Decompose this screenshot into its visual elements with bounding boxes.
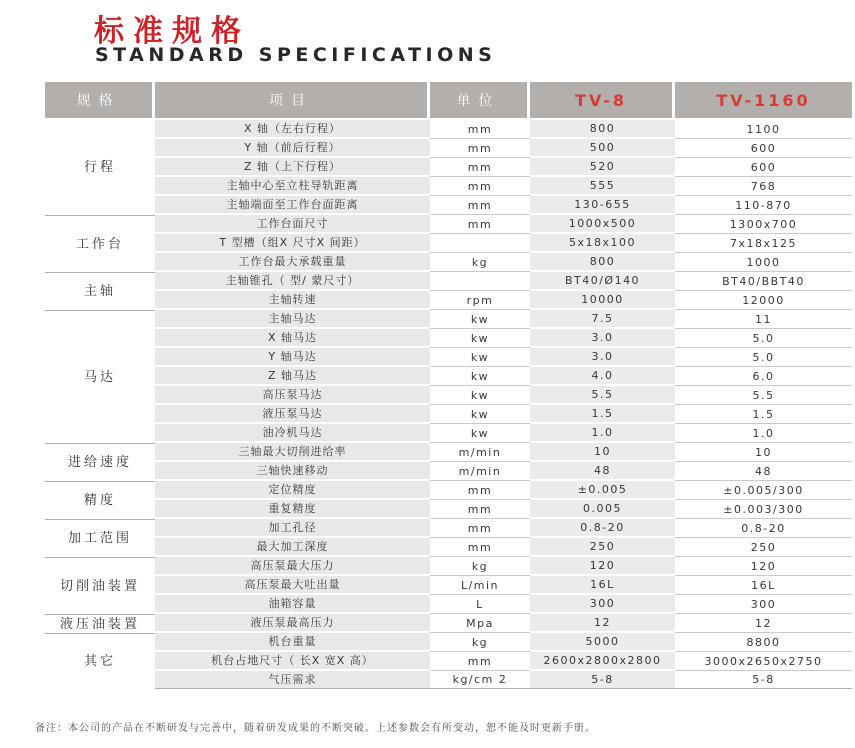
table-header [45, 82, 852, 120]
cell-unit: L [430, 595, 530, 614]
table-row [45, 614, 852, 633]
footer-note: 备注：本公司的产品在不断研发与完善中，随着研发成果的不断突破。上述参数会有所变动，恕不能及时更新手册。 [35, 723, 596, 734]
cell-tv8-value: 3.0 [530, 329, 675, 348]
cell-item: Z 轴马达 [155, 367, 430, 386]
table-row [45, 367, 852, 386]
spec-group-label: 液压油装置 [45, 614, 155, 633]
cell-tv8-value: 555 [530, 177, 675, 196]
table-row [45, 538, 852, 557]
cell-unit: kw [430, 386, 530, 405]
cell-tv8-value: BT40/Ø140 [530, 272, 675, 291]
table-row [45, 557, 852, 576]
cell-unit: kg [430, 633, 530, 652]
cell-item: 加工孔径 [155, 519, 430, 538]
cell-tv8-value: 500 [530, 139, 675, 158]
table-row [45, 576, 852, 595]
header-unit: 单位 [430, 82, 530, 120]
cell-unit: L/min [430, 576, 530, 595]
cell-unit: kg [430, 557, 530, 576]
spec-group-label: 主轴 [45, 272, 155, 310]
cell-unit: mm [430, 519, 530, 538]
cell-tv8-value: 12 [530, 614, 675, 633]
cell-item: 工作台最大承载重量 [155, 253, 430, 272]
cell-tv1160-value: 1000 [675, 253, 852, 272]
cell-item: 主轴中心至立柱导轨距离 [155, 177, 430, 196]
cell-item: 高压泵马达 [155, 386, 430, 405]
cell-tv1160-value: 1300x700 [675, 215, 852, 234]
table-row [45, 215, 852, 234]
table-row [45, 386, 852, 405]
spec-group-label: 精度 [45, 481, 155, 519]
cell-tv1160-value: 1.5 [675, 405, 852, 424]
cell-tv1160-value: 11 [675, 310, 852, 329]
cell-item: 三轴最大切削进给率 [155, 443, 430, 462]
page-title-english: STANDARD SPECIFICATIONS [95, 44, 497, 66]
table-row [45, 158, 852, 177]
table-row [45, 671, 852, 689]
cell-unit: kg/cm 2 [430, 671, 530, 689]
cell-tv1160-value: 1.0 [675, 424, 852, 443]
cell-tv8-value: 5.5 [530, 386, 675, 405]
cell-tv1160-value: 12000 [675, 291, 852, 310]
cell-item: Y 轴（前后行程） [155, 139, 430, 158]
table-row [45, 291, 852, 310]
table-row [45, 462, 852, 481]
cell-unit [430, 234, 530, 253]
cell-tv8-value: 4.0 [530, 367, 675, 386]
cell-item: 主轴转速 [155, 291, 430, 310]
cell-item: 油箱容量 [155, 595, 430, 614]
cell-unit [430, 272, 530, 291]
cell-tv1160-value: 110-870 [675, 196, 852, 215]
cell-tv1160-value: 120 [675, 557, 852, 576]
header-model-tv1160: TV-1160 [675, 82, 852, 120]
table-row [45, 405, 852, 424]
table-row [45, 139, 852, 158]
header-spec-group: 规格 [45, 82, 155, 120]
cell-tv1160-value: 16L [675, 576, 852, 595]
cell-tv8-value: 800 [530, 120, 675, 139]
cell-tv1160-value: BT40/BBT40 [675, 272, 852, 291]
cell-item: X 轴（左右行程） [155, 120, 430, 139]
cell-unit: mm [430, 158, 530, 177]
cell-item: 主轴锥孔（ 型/ 蒙尺寸） [155, 272, 430, 291]
cell-tv8-value: 10000 [530, 291, 675, 310]
table-row [45, 272, 852, 291]
cell-tv8-value: 1.5 [530, 405, 675, 424]
cell-tv8-value: 10 [530, 443, 675, 462]
cell-unit: mm [430, 538, 530, 557]
cell-item: 气压需求 [155, 671, 430, 689]
cell-unit: kw [430, 348, 530, 367]
cell-tv1160-value: 48 [675, 462, 852, 481]
cell-item: 三轴快速移动 [155, 462, 430, 481]
cell-tv8-value: 5x18x100 [530, 234, 675, 253]
page-title-chinese: 标准规格 [94, 14, 250, 49]
cell-tv8-value: 520 [530, 158, 675, 177]
cell-tv8-value: 300 [530, 595, 675, 614]
cell-tv8-value: 2600x2800x2800 [530, 652, 675, 671]
table-row [45, 652, 852, 671]
table-row [45, 481, 852, 500]
cell-unit: mm [430, 139, 530, 158]
cell-item: 定位精度 [155, 481, 430, 500]
cell-tv1160-value: 600 [675, 139, 852, 158]
table-row [45, 177, 852, 196]
spec-group-label: 加工范围 [45, 519, 155, 557]
cell-tv1160-value: 300 [675, 595, 852, 614]
table-row [45, 633, 852, 652]
cell-tv1160-value: 1100 [675, 120, 852, 139]
header-model-tv8: TV-8 [530, 82, 675, 120]
table-row [45, 424, 852, 443]
cell-tv8-value: 5000 [530, 633, 675, 652]
cell-item: 最大加工深度 [155, 538, 430, 557]
cell-tv8-value: 16L [530, 576, 675, 595]
cell-unit: Mpa [430, 614, 530, 633]
cell-tv1160-value: 5.0 [675, 329, 852, 348]
table-row [45, 234, 852, 253]
cell-item: X 轴马达 [155, 329, 430, 348]
cell-tv8-value: 130-655 [530, 196, 675, 215]
cell-item: 机台占地尺寸（ 长X 宽X 高） [155, 652, 430, 671]
cell-item: 主轴马达 [155, 310, 430, 329]
spec-group-label: 工作台 [45, 215, 155, 272]
specifications-table [45, 82, 852, 689]
cell-tv1160-value: 10 [675, 443, 852, 462]
header-item: 项目 [155, 82, 430, 120]
cell-unit: rpm [430, 291, 530, 310]
cell-unit: m/min [430, 462, 530, 481]
cell-unit: mm [430, 120, 530, 139]
cell-tv8-value: 1000x500 [530, 215, 675, 234]
cell-tv1160-value: 12 [675, 614, 852, 633]
cell-item: 高压泵最大压力 [155, 557, 430, 576]
table-row [45, 595, 852, 614]
cell-unit: mm [430, 177, 530, 196]
table-row [45, 329, 852, 348]
cell-unit: mm [430, 196, 530, 215]
cell-tv1160-value: 0.8-20 [675, 519, 852, 538]
cell-item: 机台重量 [155, 633, 430, 652]
cell-tv8-value: 1.0 [530, 424, 675, 443]
table-row [45, 500, 852, 519]
table-row [45, 253, 852, 272]
table-row [45, 519, 852, 538]
cell-tv1160-value: 5.5 [675, 386, 852, 405]
spec-group-label: 进给速度 [45, 443, 155, 481]
cell-unit: kw [430, 310, 530, 329]
spec-group-label: 其它 [45, 633, 155, 689]
spec-group-label: 马达 [45, 310, 155, 443]
cell-item: 高压泵最大吐出量 [155, 576, 430, 595]
cell-tv1160-value: 600 [675, 158, 852, 177]
cell-tv1160-value: 250 [675, 538, 852, 557]
cell-unit: kw [430, 424, 530, 443]
cell-item: T 型槽（组X 尺寸X 间距） [155, 234, 430, 253]
cell-tv1160-value: 6.0 [675, 367, 852, 386]
cell-unit: kw [430, 329, 530, 348]
cell-tv1160-value: 3000x2650x2750 [675, 652, 852, 671]
cell-tv8-value: 5-8 [530, 671, 675, 689]
spec-table-body [45, 120, 852, 689]
cell-tv8-value: 7.5 [530, 310, 675, 329]
cell-tv1160-value: 5-8 [675, 671, 852, 689]
cell-unit: kg [430, 253, 530, 272]
cell-item: 主轴端面至工作台面距离 [155, 196, 430, 215]
cell-item: Z 轴（上下行程） [155, 158, 430, 177]
cell-unit: m/min [430, 443, 530, 462]
cell-tv1160-value: ±0.003/300 [675, 500, 852, 519]
cell-unit: mm [430, 652, 530, 671]
cell-tv8-value: 48 [530, 462, 675, 481]
cell-item: 工作台面尺寸 [155, 215, 430, 234]
cell-tv8-value: ±0.005 [530, 481, 675, 500]
cell-unit: kw [430, 367, 530, 386]
cell-item: 液压泵马达 [155, 405, 430, 424]
cell-item: 油冷机马达 [155, 424, 430, 443]
table-row [45, 443, 852, 462]
cell-tv1160-value: ±0.005/300 [675, 481, 852, 500]
cell-tv8-value: 0.005 [530, 500, 675, 519]
cell-tv8-value: 0.8-20 [530, 519, 675, 538]
cell-item: 重复精度 [155, 500, 430, 519]
spec-group-label: 行程 [45, 120, 155, 215]
spec-group-label: 切削油装置 [45, 557, 155, 614]
cell-tv1160-value: 7x18x125 [675, 234, 852, 253]
cell-unit: mm [430, 500, 530, 519]
cell-tv8-value: 800 [530, 253, 675, 272]
cell-tv1160-value: 5.0 [675, 348, 852, 367]
table-row [45, 310, 852, 329]
table-row [45, 348, 852, 367]
cell-tv1160-value: 8800 [675, 633, 852, 652]
cell-item: 液压泵最高压力 [155, 614, 430, 633]
cell-unit: mm [430, 481, 530, 500]
table-row [45, 120, 852, 139]
cell-unit: mm [430, 215, 530, 234]
cell-tv1160-value: 768 [675, 177, 852, 196]
cell-tv8-value: 250 [530, 538, 675, 557]
cell-tv8-value: 120 [530, 557, 675, 576]
cell-unit: kw [430, 405, 530, 424]
cell-tv8-value: 3.0 [530, 348, 675, 367]
table-row [45, 196, 852, 215]
cell-item: Y 轴马达 [155, 348, 430, 367]
header-row [45, 82, 852, 120]
